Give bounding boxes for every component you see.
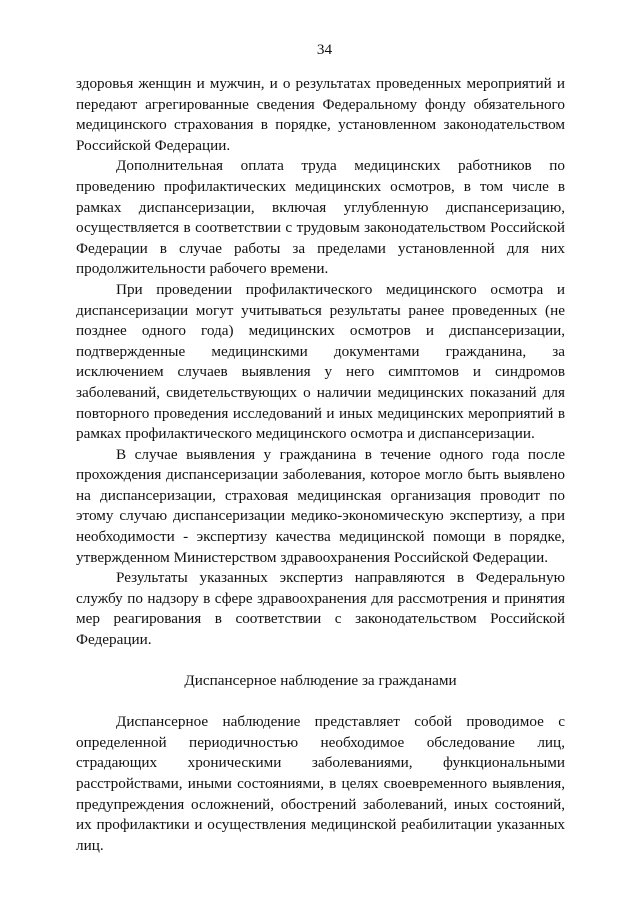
paragraph-6: Диспансерное наблюдение представляет собой проводимое с определенной периодичностью необходимое обследование лиц, страдающих хроническими заболеваниями, функциональными расстройствами, иными состояниями, в целях своевременного выявления, предупреждения осложнений, обострений заболеваний, иных состояний, их профилактики и осуществления медицинской реабилитации указанных лиц. — [76, 713, 565, 854]
section-heading: Диспансерное наблюдение за гражданами — [184, 671, 457, 689]
page-number: 34 — [316, 41, 333, 58]
paragraph-1: здоровья женщин и мужчин, и о результатах проведенных мероприятий и передают агрегированные сведения Федеральному фонду обязательного медицинского страхования в порядке, установленном законодательством Российской Федерации. — [76, 75, 565, 154]
paragraph-4: В случае выявления у гражданина в течение одного года после прохождения диспансеризации заболевания, которое могло быть выявлено на диспансеризации, страховая медицинская организация проводит по этому случаю диспансеризации медико-экономическую экспертизу, а при необходимости - экспертизу качества медицинской помощи в порядке, утвержденном Министерством здравоохранения Российской Федерации. — [76, 445, 565, 566]
paragraph-5: Результаты указанных экспертиз направляются в Федеральную службу по надзору в сфере здравоохранения для рассмотрения и принятия мер реагирования в соответствии с законодательством Российской Федерации. — [76, 569, 565, 649]
paragraph-2: Дополнительная оплата труда медицинских работников по проведению профилактических медицинских осмотров, в том числе в рамках диспансеризации, включая углубленную диспансеризацию, осуществляется в соответствии с трудовым законодательством Российской Федерации в случае работы за пределами установленной для них продолжительности рабочего времени. — [76, 157, 565, 278]
paragraph-3: При проведении профилактического медицинского осмотра и диспансеризации могут учитываться результаты ранее проведенных (не позднее одного года) медицинских осмотров и диспансеризации, подтвержденные медицинскими документами гражданина, за исключением случаев выявления у него симптомов и синдромов заболеваний, свидетельствующих о наличии медицинских показаний для повторного проведения исследований и иных медицинских мероприятий в рамках профилактического медицинского осмотра и диспансеризации. — [76, 280, 565, 443]
document-body — [76, 74, 565, 856]
